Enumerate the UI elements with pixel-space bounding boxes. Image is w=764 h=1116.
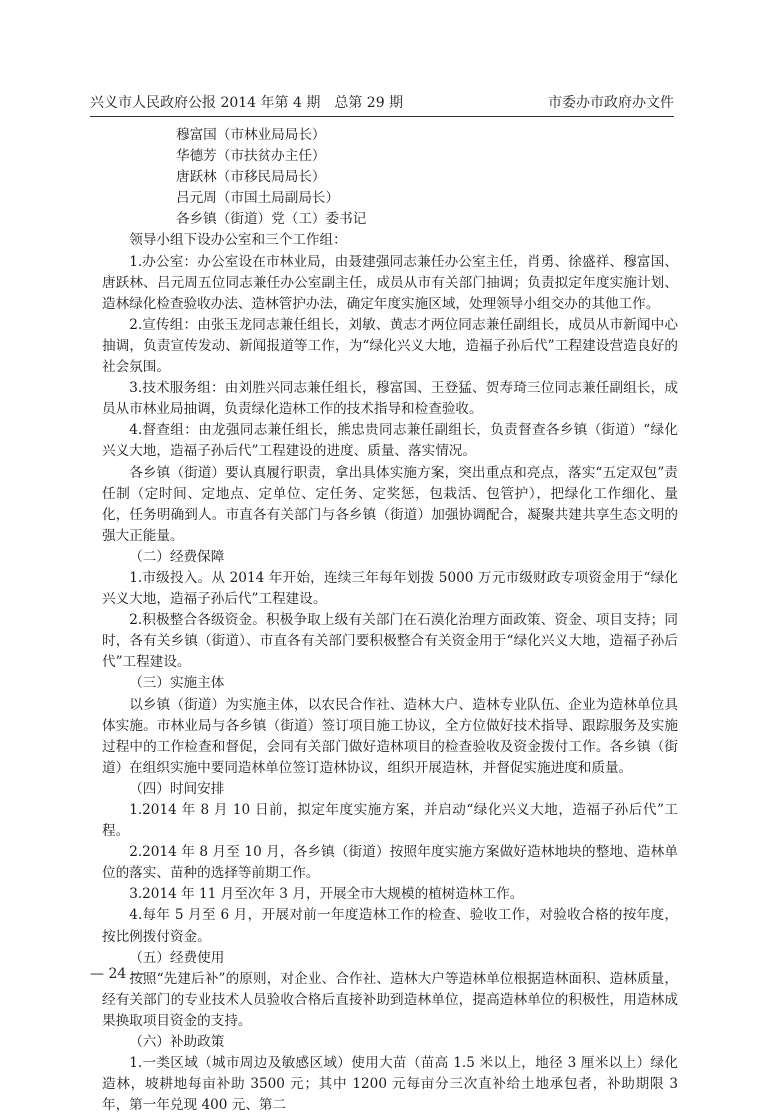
member-item: 吕元周（市国土局副局长） — [176, 190, 340, 207]
member-item: 华德芳（市扶贫办主任） — [176, 148, 326, 165]
member-item: 穆富国（市林业局局长） — [176, 127, 326, 143]
member-item: 唐跃林（市移民局局长） — [176, 169, 326, 186]
page-number: — 24 — — [90, 966, 145, 982]
document-body — [102, 125, 678, 1116]
paragraph: 2.宣传组：由张玉龙同志兼任组长，刘敏、黄志才两位同志兼任副组长，成员从市新闻中心抽调，负责宣传发动、新闻报道等工作，为“绿化兴义大地，造福子孙后代”工程建设营造良好的社会氛围。 — [102, 316, 678, 376]
paragraph: 1.一类区域（城市周边及敏感区域）使用大苗（苗高 1.5 米以上，地径 3 厘米以上）绿化造林，坡耕地每亩补助 3500 元；其中 1200 元每亩分三次直补给土地承包者，补助期限 3 年，第一年兑现 400 元、第二 — [102, 1055, 678, 1114]
section-heading: （五）经费使用 — [129, 949, 225, 966]
section-heading: （三）实施主体 — [129, 675, 225, 692]
header-publication: 兴义市人民政府公报 2014 年第 4 期 总第 29 期 — [90, 95, 404, 111]
paragraph: 以乡镇（街道）为实施主体，以农民合作社、造林大户、造林专业队伍、企业为造林单位具体实施。市林业局与各乡镇（街道）签订项目施工协议，全方位做好技术指导、跟踪服务及实施过程中的工作检查和督促，会同有关部门做好造林项目的检查验收及资金拨付工作。各乡镇（街道）在组织实施中要同造林单位签订造林协议，组织开展造林，并督促实施进度和质量。 — [102, 696, 678, 776]
section-heading: （六）补助政策 — [129, 1034, 225, 1051]
running-header — [90, 94, 674, 117]
paragraph: 2.积极整合各级资金。积极争取上级有关部门在石漠化治理方面政策、资金、项目支持；同时，各有关乡镇（街道）、市直各有关部门要积极整合有关资金用于“绿化兴义大地，造福子孙后代”工程建设。 — [102, 612, 678, 671]
paragraph: 1.市级投入。从 2014 年开始，连续三年每年划拨 5000 万元市级财政专项资金用于“绿化兴义大地，造福子孙后代”工程建设。 — [102, 569, 678, 608]
paragraph: 1.2014 年 8 月 10 日前，拟定年度实施方案，并启动“绿化兴义大地，造福子孙后代”工程。 — [102, 802, 678, 840]
member-list — [102, 125, 678, 230]
paragraph: 4.督查组：由龙强同志兼任组长，熊忠贵同志兼任副组长，负责督查各乡镇（街道）“绿化兴义大地，造福子孙后代”工程建设的进度、质量、落实情况。 — [102, 422, 678, 460]
paragraph: 1.办公室：办公室设在市林业局，由聂建强同志兼任办公室主任，肖勇、徐盛祥、穆富国、唐跃林、吕元周五位同志兼任办公室副主任，成员从市有关部门抽调；负责拟定年度实施计划、造林绿化检查验收办法、造林管护办法，确定年度实施区域，处理领导小组交办的其他工作。 — [102, 253, 678, 312]
section-heading: （二）经费保障 — [129, 548, 225, 565]
paragraph: 领导小组下设办公室和三个工作组： — [129, 232, 347, 249]
paragraph: 各乡镇（街道）要认真履行职责，拿出具体实施方案，突出重点和亮点，落实“五定双包”责任制（定时间、定地点、定单位、定任务、定奖惩，包栽活、包管护），把绿化工作细化、量化，任务明确到人。市直各有关部门与各乡镇（街道）加强协调配合，凝聚共建共享生态文明的强大正能量。 — [102, 464, 678, 544]
paragraph: 按照“先建后补”的原则，对企业、合作社、造林大户等造林单位根据造林面积、造林质量，经有关部门的专业技术人员验收合格后直接补助到造林单位，提高造林单位的积极性，用造林成果换取项目资金的支持。 — [102, 970, 678, 1029]
paragraph: 2.2014 年 8 月至 10 月，各乡镇（街道）按照年度实施方案做好造林地块的整地、造林单位的落实、苗种的选择等前期工作。 — [102, 844, 678, 882]
member-item: 各乡镇（街道）党（工）委书记 — [176, 211, 367, 228]
paragraph: 4.每年 5 月至 6 月，开展对前一年度造林工作的检查、验收工作，对验收合格的按年度，按比例拨付资金。 — [102, 907, 678, 945]
paragraph: 3.技术服务组：由刘胜兴同志兼任组长，穆富国、王登猛、贺寿琦三位同志兼任副组长，成员从市林业局抽调，负责绿化造林工作的技术指导和检查验收。 — [102, 380, 678, 418]
section-heading: （四）时间安排 — [129, 780, 225, 797]
header-section: 市委办市政府办文件 — [548, 95, 674, 111]
paragraph: 3.2014 年 11 月至次年 3 月，开展全市大规模的植树造林工作。 — [129, 886, 524, 903]
